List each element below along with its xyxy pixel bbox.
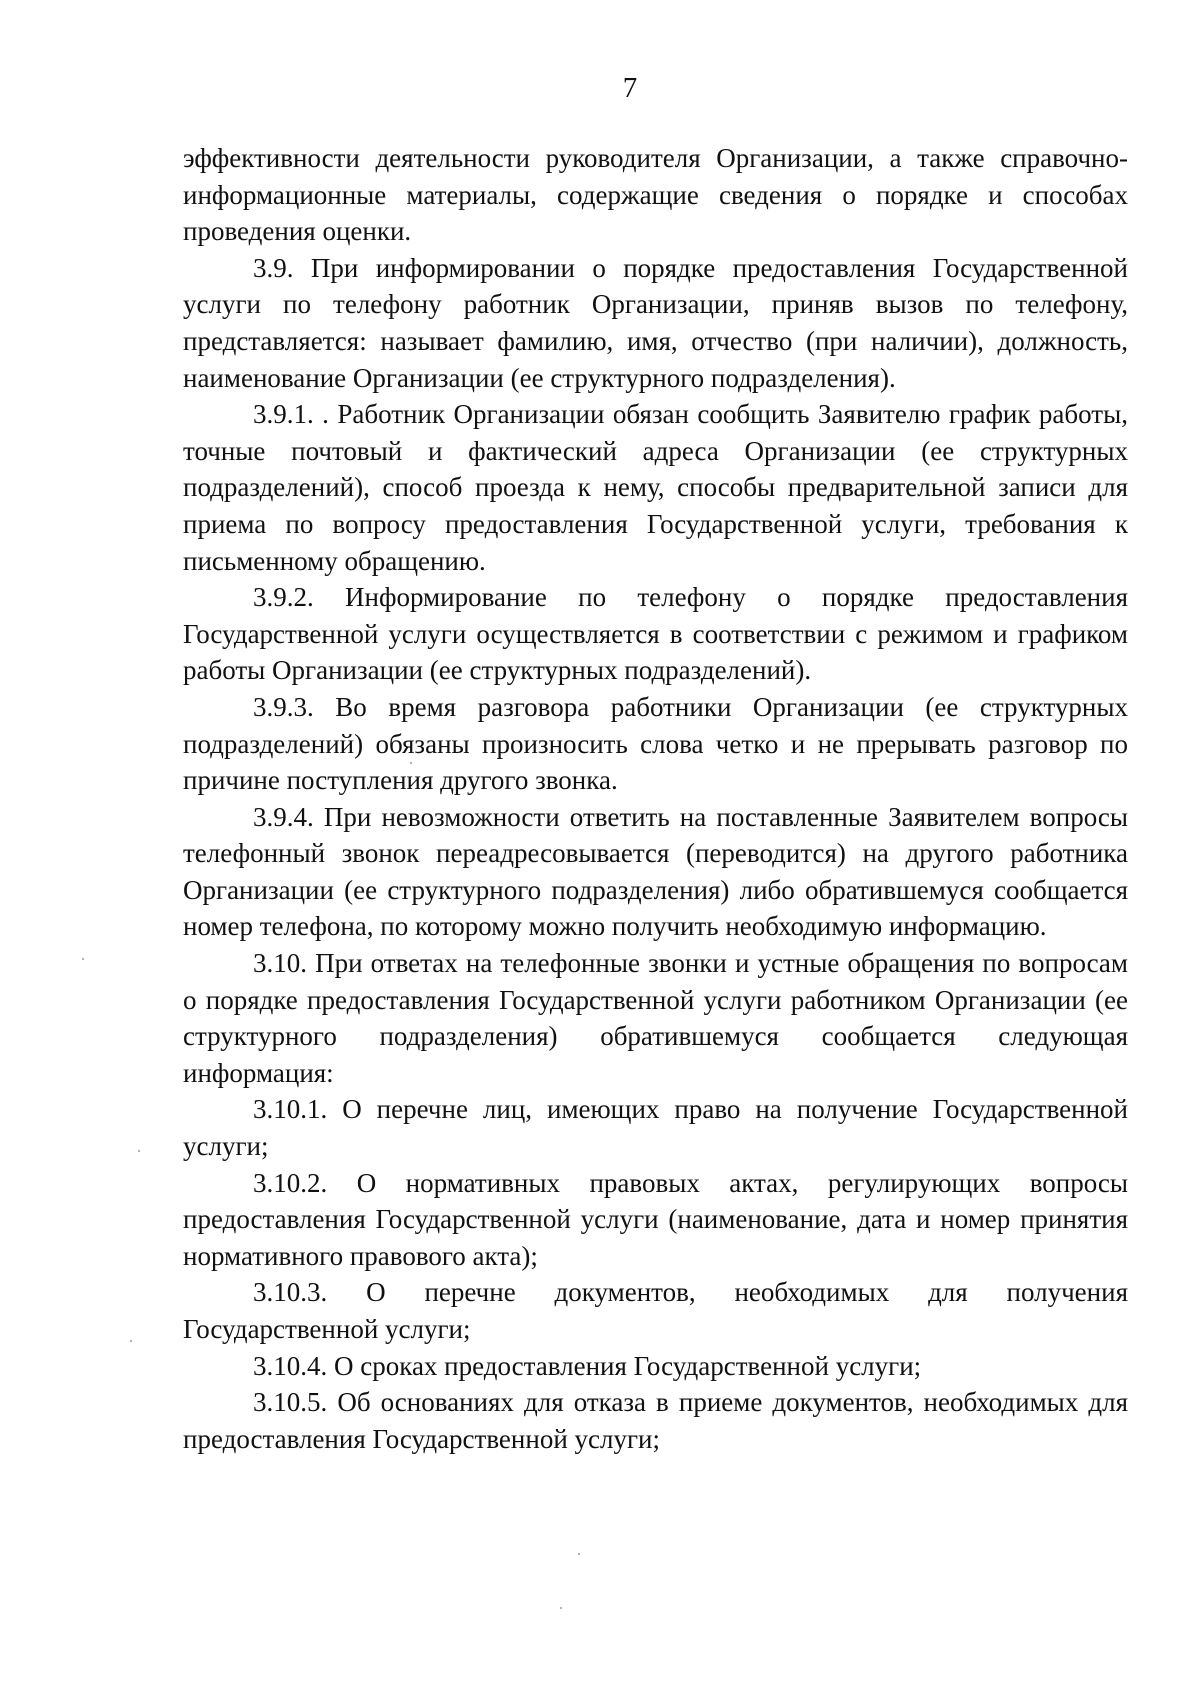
paragraph-3-9: 3.9. При информировании о порядке предоставления Государственной услуги по телефону работник Организации, приняв вызов по телефону, представляется: называет фамилию, имя, отчество (при наличии), должность, наименование Организации (ее структурного подразделения). [183,252,1128,393]
scan-speck [410,762,412,764]
paragraph-3-9-2: 3.9.2. Информирование по телефону о порядке предоставления Государственной услуги осуществляется в соответствии с режимом и графиком работы Организации (ее структурных подразделений). [183,582,1128,686]
paragraph-3-10-2: 3.10.2. О нормативных правовых актах, регулирующих вопросы предоставления Государственной услуги (наименование, дата и номер принятия нормативного правового акта); [183,1167,1128,1271]
paragraph-3-10-1: 3.10.1. О перечне лиц, имеющих право на получение Государственной услуги; [183,1094,1128,1162]
paragraph-3-10-3: 3.10.3. О перечне документов, необходимых для получения Государственной услуги; [183,1277,1128,1344]
document-body [183,140,1128,1457]
paragraph-3-9-3: 3.9.3. Во время разговора работники Организации (ее структурных подразделений) обязаны произносить слова четко и не прерывать разговор по причине поступления другого звонка. [183,691,1128,796]
scan-speck [130,1340,132,1342]
paragraph-3-10-4: 3.10.4. О сроках предоставления Государственной услуги; [253,1350,922,1381]
page-number: 7 [622,72,638,104]
paragraph-3-9-4: 3.9.4. При невозможности ответить на поставленные Заявителем вопросы телефонный звонок переадресовывается (переводится) на другого работника Организации (ее структурного подразделения) либо обратившемуся сообщается номер телефона, по которому можно получить необходимую информацию. [183,801,1128,942]
scan-speck [138,1150,140,1152]
paragraph-continuation: эффективности деятельности руководителя Организации, а также справочно-информационные материалы, содержащие сведения о порядке и способах проведения оценки. [183,143,1128,247]
scan-speck [560,1607,562,1609]
scan-speck [82,958,84,960]
scan-speck [578,1553,580,1555]
paragraph-3-10-5: 3.10.5. Об основаниях для отказа в приеме документов, необходимых для предоставления Государственной услуги; [183,1387,1128,1454]
paragraph-3-9-1: 3.9.1. . Работник Организации обязан сообщить Заявителю график работы, точные почтовый и фактический адреса Организации (ее структурных подразделений), способ проезда к нему, способы предварительной записи для приема по вопросу предоставления Государственной услуги, требования к письменному обращению. [183,399,1128,576]
paragraph-3-10: 3.10. При ответах на телефонные звонки и устные обращения по вопросам о порядке предоставления Государственной услуги работником Организации (ее структурного подразделения) обратившемуся сообщается следующая информация: [183,948,1128,1088]
